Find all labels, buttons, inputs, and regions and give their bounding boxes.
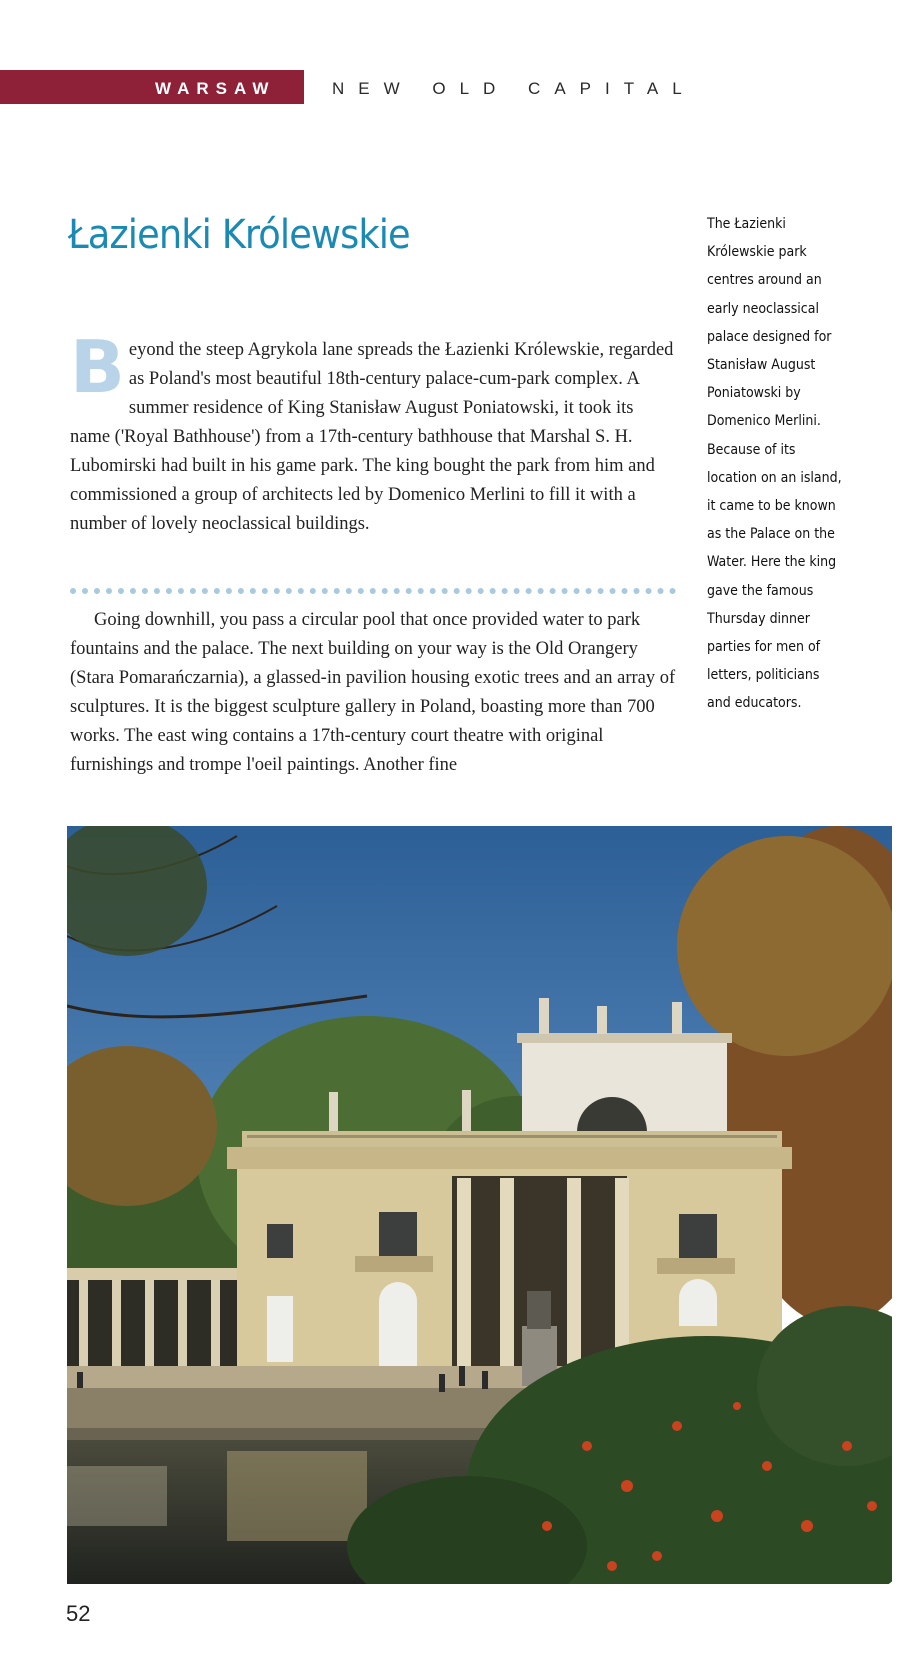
palace-photo <box>67 826 892 1584</box>
page-number: 52 <box>66 1601 91 1626</box>
body-paragraph: Going downhill, you pass a circular pool that once provided water to park fountains and the palace. The next building on your way is the Old Orangery (Stara Pomarańczarnia), a glassed-in pavilion housing exotic trees and an array of sculptures. It is the biggest sculpture gallery in Poland, boasting more than 700 works. The east wing contains a 17th-century court theatre with original furnishings and trompe l'oeil paintings. Another fine <box>70 610 676 775</box>
section-label: WARSAW <box>155 79 276 98</box>
lead-text: eyond the steep Agrykola lane spreads the Łazienki Królewskie, regarded as Poland's most beautiful 18th-century palace-cum-park complex. A summer residence of King Stanisław August Poniatowski, it took its name ('Royal Bathhouse') from a 17th-century bathhouse that Marshal S. H. Lubomirski had built in his game park. The king bought the park from him and commissioned a group of architects led by Domenico Merlini to fill it with a number of lovely neoclassical buildings. <box>70 340 674 534</box>
sidebar-caption: The Łazienki Królewskie park centres around an early neoclassical palace designed for Stanisław August Poniatowski by Domenico Merlini. Because of its location on an island, it came to be known as the Palace on the Water. Here the king gave the famous Thursday dinner parties for men of letters, politicians and educators. <box>707 216 842 712</box>
lead-paragraph <box>70 325 676 539</box>
drop-cap: B <box>70 325 125 409</box>
dotted-divider <box>70 588 676 594</box>
article-title: Łazienki Królewskie <box>68 212 410 258</box>
chapter-title: NEW OLD CAPITAL <box>332 79 696 98</box>
